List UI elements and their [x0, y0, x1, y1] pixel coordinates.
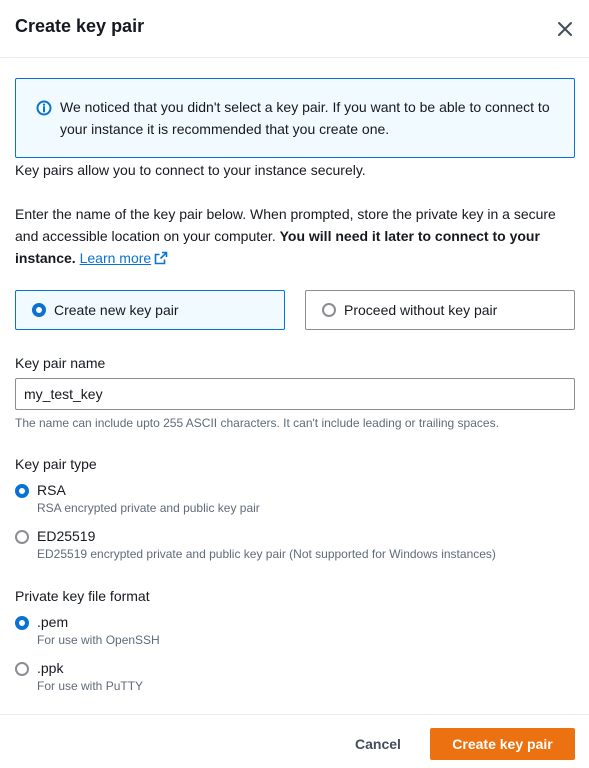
tile-label-create-new: Create new key pair — [54, 302, 179, 318]
alert-message: We noticed that you didn't select a key pair. If you want to be able to connect to your instance it is recommended that you create one. — [60, 99, 550, 137]
key-pair-name-hint: The name can include upto 255 ASCII characters. It can't include leading or trailing spaces. — [15, 416, 499, 430]
cancel-button[interactable]: Cancel — [345, 728, 411, 760]
close-icon[interactable] — [553, 17, 577, 41]
modal-header — [0, 0, 589, 58]
intro-text: Key pairs allow you to connect to your instance securely. — [15, 162, 366, 178]
option-ppk-description: For use with PuTTY — [37, 679, 144, 693]
radio-create-new-key-pair[interactable] — [32, 303, 46, 317]
tile-proceed-without-key-pair[interactable] — [305, 290, 575, 330]
file-format-label: Private key file format — [15, 588, 150, 604]
info-icon — [36, 100, 52, 116]
option-rsa-label: RSA — [37, 482, 66, 498]
radio-ppk[interactable] — [15, 662, 29, 676]
radio-rsa[interactable] — [15, 484, 29, 498]
tile-create-new-key-pair[interactable] — [15, 290, 285, 330]
modal-footer — [0, 714, 589, 768]
create-key-pair-button[interactable]: Create key pair — [430, 728, 575, 760]
option-ppk-label: .ppk — [37, 660, 64, 676]
instructions-prefix: Enter the name of the key pair below. When prompted, store the private key in a secure and accessible location on your computer. — [15, 206, 556, 244]
learn-more-label: Learn more — [79, 250, 152, 266]
key-pair-type-label: Key pair type — [15, 456, 97, 472]
option-ed25519-label: ED25519 — [37, 528, 96, 544]
external-link-icon — [154, 249, 168, 271]
radio-proceed-without-key-pair[interactable] — [322, 303, 336, 317]
info-alert — [15, 78, 575, 158]
modal-title: Create key pair — [15, 16, 145, 36]
option-pem-description: For use with OpenSSH — [37, 633, 160, 647]
tile-label-proceed-without: Proceed without key pair — [344, 302, 498, 318]
instructions-bold: You will need it later to connect to your instance. — [15, 228, 540, 266]
learn-more-link[interactable] — [80, 250, 169, 266]
option-ed25519-description: ED25519 encrypted private and public key pair (Not supported for Windows instances) — [37, 547, 496, 561]
option-pem-label: .pem — [37, 614, 69, 630]
key-pair-name-input[interactable] — [15, 378, 575, 410]
instructions-text — [15, 203, 575, 271]
option-rsa-description: RSA encrypted private and public key pair — [37, 501, 260, 515]
key-pair-name-label: Key pair name — [15, 355, 106, 371]
radio-pem[interactable] — [15, 616, 29, 630]
radio-ed25519[interactable] — [15, 530, 29, 544]
